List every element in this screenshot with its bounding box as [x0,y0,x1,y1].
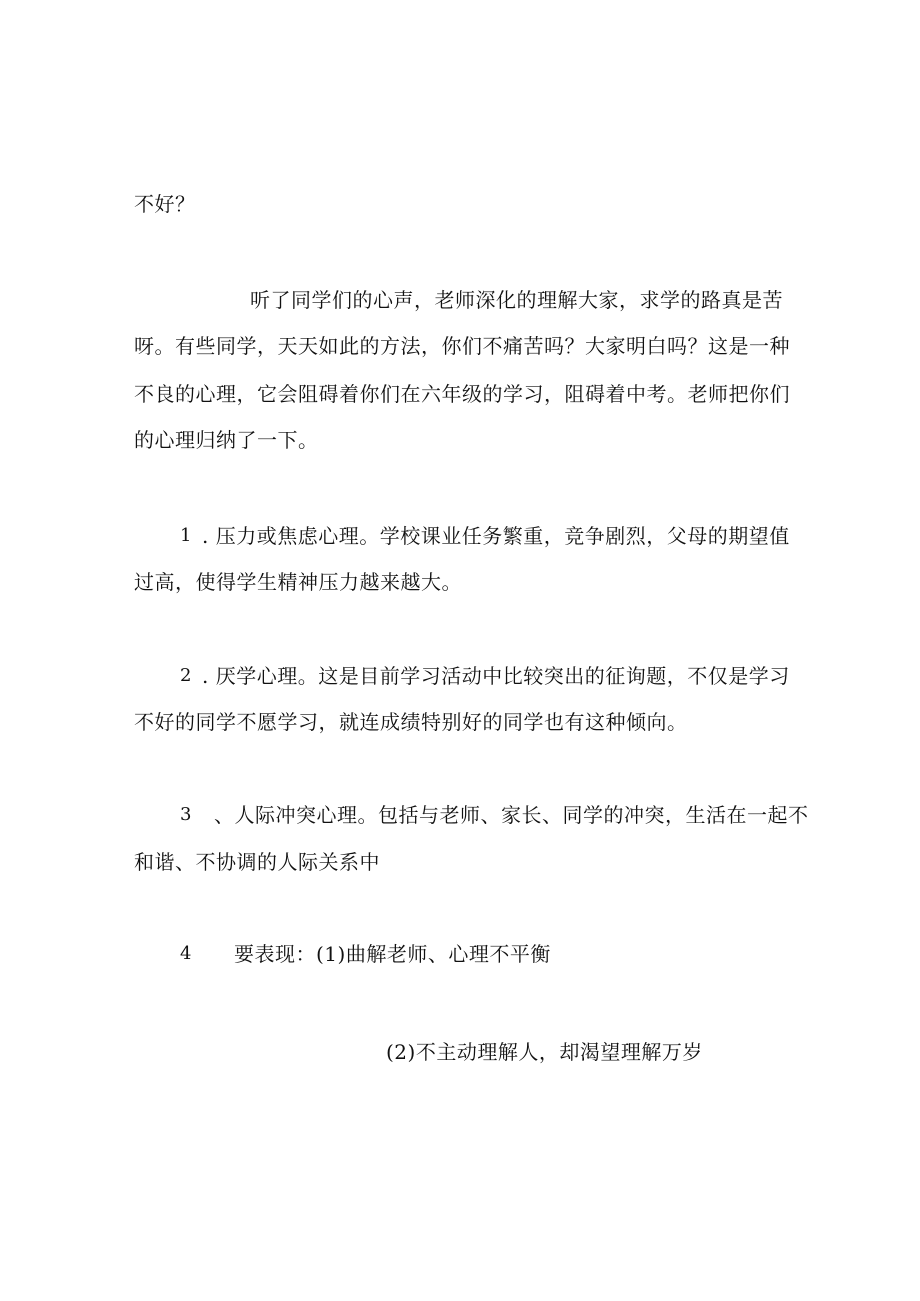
item-4-line-1: 要表现：(1)曲解老师、心理不平衡 [234,942,551,966]
paragraph-1-line-3: 不良的心理，它会阻碍着你们在六年级的学习，阻碍着中考。老师把你们 [134,382,790,406]
item-2-number: 2 [180,665,192,686]
text-fragment-top: 不好？ [134,192,196,216]
item-4-number: 4 [180,943,192,964]
item-1-number: 1 [180,525,192,546]
item-3-number: 3 [180,804,192,825]
item-1-line-1: . 压力或焦虑心理。学校课业任务繁重，竞争剧烈，父母的期望值 [202,524,790,548]
paragraph-1-line-1: 听了同学们的心声，老师深化的理解大家，求学的路真是苦 [250,288,783,312]
item-1-line-2: 过高，使得学生精神压力越来越大。 [134,570,462,594]
item-4-line-2: (2)不主动理解人，却渴望理解万岁 [386,1040,703,1064]
item-3-line-1: 、人际冲突心理。包括与老师、家长、同学的冲突，生活在一起不 [214,803,809,827]
paragraph-1-line-2: 呀。有些同学，天天如此的方法，你们不痛苦吗？大家明白吗？这是一种 [134,334,790,358]
item-3-line-2: 和谐、不协调的人际关系中 [134,850,380,874]
item-2-line-2: 不好的同学不愿学习，就连成绩特别好的同学也有这种倾向。 [134,710,688,734]
paragraph-1-line-4: 的心理归纳了一下。 [134,428,319,452]
item-2-line-1: . 厌学心理。这是目前学习活动中比较突出的征询题，不仅是学习 [202,664,790,688]
